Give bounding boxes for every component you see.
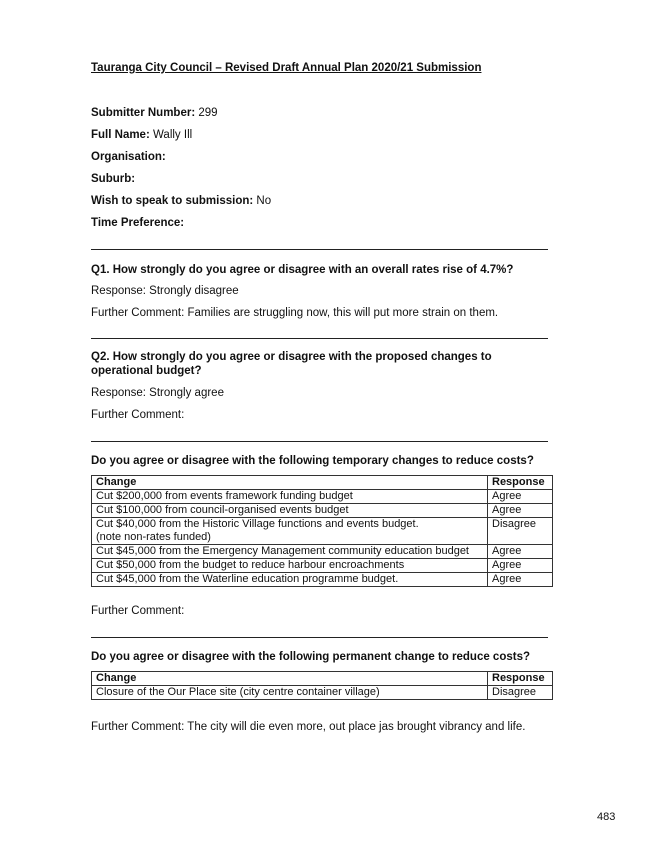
submitter-number-field: Submitter Number: 299 bbox=[91, 107, 218, 119]
document-title: Tauranga City Council – Revised Draft Annual Plan 2020/21 Submission bbox=[91, 62, 482, 74]
response-cell: Agree bbox=[488, 545, 553, 559]
temporary-changes-table bbox=[91, 475, 553, 587]
q2-comment: Further Comment: bbox=[91, 409, 185, 421]
column-header-response: Response bbox=[488, 672, 553, 686]
column-header-response: Response bbox=[488, 476, 553, 490]
time-preference-field: Time Preference: bbox=[91, 217, 185, 229]
permanent-change-table bbox=[91, 671, 553, 700]
response-cell: Disagree bbox=[488, 686, 553, 700]
table-row bbox=[92, 518, 553, 545]
change-cell: Cut $45,000 from the Waterline education programme budget. bbox=[92, 573, 488, 587]
change-cell: Cut $40,000 from the Historic Village functions and events budget. (note non-rates funded) bbox=[92, 518, 488, 545]
table-row bbox=[92, 573, 553, 587]
response-cell: Agree bbox=[488, 559, 553, 573]
table-row bbox=[92, 504, 553, 518]
response-cell: Disagree bbox=[488, 518, 553, 545]
permanent-change-comment: Further Comment: The city will die even more, out place jas brought vibrancy and life. bbox=[91, 721, 526, 733]
suburb-field: Suburb: bbox=[91, 173, 136, 185]
q2-response: Response: Strongly agree bbox=[91, 387, 224, 399]
response-cell: Agree bbox=[488, 490, 553, 504]
temporary-changes-question: Do you agree or disagree with the following temporary changes to reduce costs? bbox=[91, 455, 534, 467]
wish-to-speak-field: Wish to speak to submission: No bbox=[91, 195, 272, 207]
q1-response: Response: Strongly disagree bbox=[91, 285, 239, 297]
organisation-field: Organisation: bbox=[91, 151, 166, 163]
change-cell: Cut $100,000 from council-organised events budget bbox=[92, 504, 488, 518]
temporary-changes-comment: Further Comment: bbox=[91, 605, 185, 617]
table-row bbox=[92, 545, 553, 559]
table-header-row bbox=[92, 672, 553, 686]
divider bbox=[91, 249, 548, 250]
table-row bbox=[92, 686, 553, 700]
q2-question: Q2. How strongly do you agree or disagree with the proposed changes to operational budget? bbox=[91, 351, 492, 377]
column-header-change: Change bbox=[92, 476, 488, 490]
q1-comment: Further Comment: Families are struggling now, this will put more strain on them. bbox=[91, 307, 499, 319]
change-note: (note non-rates funded) bbox=[96, 531, 211, 543]
q1-question: Q1. How strongly do you agree or disagree with an overall rates rise of 4.7%? bbox=[91, 264, 514, 276]
table-row bbox=[92, 490, 553, 504]
response-cell: Agree bbox=[488, 573, 553, 587]
response-cell: Agree bbox=[488, 504, 553, 518]
page-number: 483 bbox=[597, 811, 616, 823]
divider bbox=[91, 441, 548, 442]
table-header-row bbox=[92, 476, 553, 490]
change-cell: Cut $200,000 from events framework funding budget bbox=[92, 490, 488, 504]
change-cell: Cut $45,000 from the Emergency Management community education budget bbox=[92, 545, 488, 559]
divider bbox=[91, 637, 548, 638]
table-row bbox=[92, 559, 553, 573]
column-header-change: Change bbox=[92, 672, 488, 686]
divider bbox=[91, 338, 548, 339]
permanent-change-question: Do you agree or disagree with the following permanent change to reduce costs? bbox=[91, 651, 530, 663]
full-name-field: Full Name: Wally Ill bbox=[91, 129, 193, 141]
change-cell: Cut $50,000 from the budget to reduce harbour encroachments bbox=[92, 559, 488, 573]
change-cell: Closure of the Our Place site (city centre container village) bbox=[92, 686, 488, 700]
